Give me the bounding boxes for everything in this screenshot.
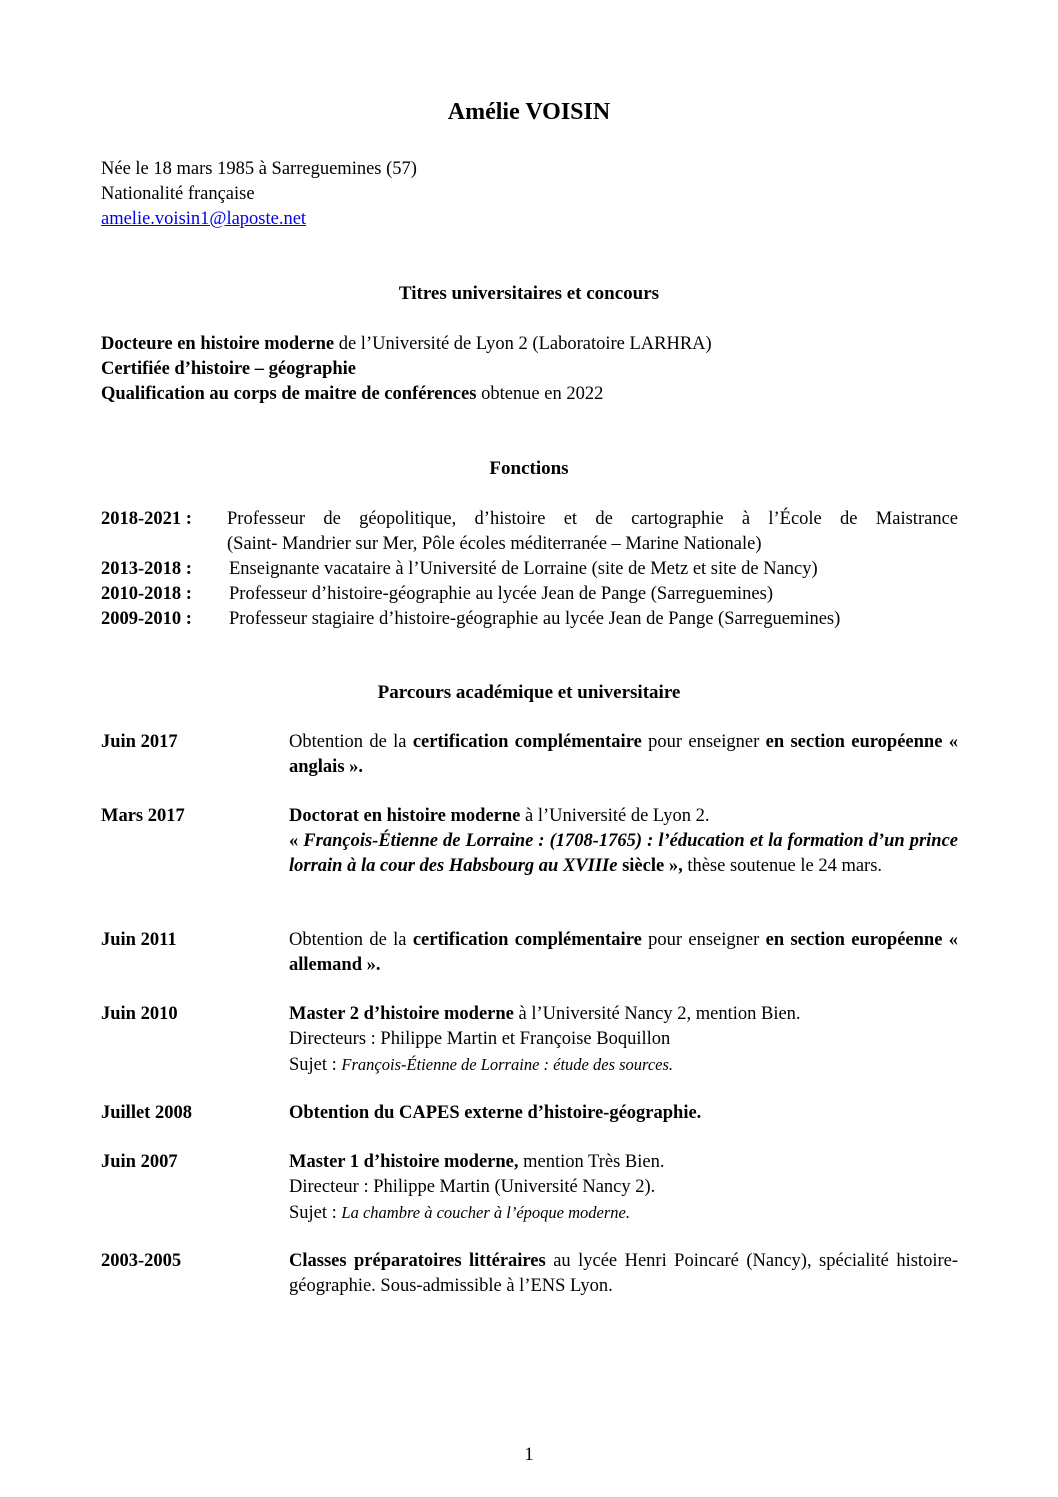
parcours-date: 2003-2005 <box>101 1251 182 1271</box>
fonction-text: Enseignante vacataire à l’Université de Lorraine (site de Metz et site de Nancy) <box>229 559 818 579</box>
titre-item <box>101 332 712 357</box>
parcours-entry <box>289 1150 958 1226</box>
entry-line <box>289 804 958 829</box>
parcours-date: Mars 2017 <box>101 806 185 826</box>
entry-text: à l’Université Nancy 2, mention Bien. <box>513 1004 801 1024</box>
entry-bold: Doctorat en histoire moderne <box>289 806 521 826</box>
entry-line <box>289 1150 958 1175</box>
parcours-date: Juin 2007 <box>101 1152 178 1172</box>
subject-label: Sujet : <box>289 1055 342 1075</box>
titre-bold: Qualification au corps de maitre de conférences <box>101 384 477 404</box>
fonction-date: 2010-2018 : <box>101 584 192 604</box>
parcours-date: Juin 2010 <box>101 1004 178 1024</box>
fonction-date: 2013-2018 : <box>101 559 192 579</box>
birth-info: Née le 18 mars 1985 à Sarreguemines (57) <box>101 159 417 179</box>
fonction-text: Professeur stagiaire d’histoire-géographie au lycée Jean de Pange (Sarreguemines) <box>229 609 841 629</box>
entry-text: pour enseigner <box>641 930 766 950</box>
section-heading-parcours: Parcours académique et universitaire <box>377 682 681 703</box>
parcours-entry <box>289 928 958 978</box>
subject-text: François-Étienne de Lorraine : étude des sources. <box>341 1055 674 1074</box>
fonction-date: 2009-2010 : <box>101 609 192 629</box>
titre-rest: de l’Université de Lyon 2 (Laboratoire LARHRA) <box>334 334 712 354</box>
page-number: 1 <box>524 1445 534 1465</box>
entry-line <box>289 1002 958 1027</box>
entry-bold: Obtention du CAPES externe d’histoire-géographie. <box>289 1103 702 1123</box>
section-heading-titres: Titres universitaires et concours <box>398 283 660 304</box>
thesis-italic: François-Étienne de Lorraine : (1708-1765) : l’éducation et la formation d’un prince lorrain à la cour des Habsbourg au XVIIIe <box>289 831 958 876</box>
parcours-date: Juin 2011 <box>101 930 177 950</box>
entry-text: thèse soutenue le 24 mars. <box>682 856 883 876</box>
entry-text: Obtention de la <box>289 732 413 752</box>
entry-line: Directeurs : Philippe Martin et Françoise Boquillon <box>289 1029 671 1049</box>
entry-text: mention Très Bien. <box>518 1152 665 1172</box>
entry-bold: en section européenne « anglais ». <box>289 732 958 777</box>
parcours-date: Juin 2017 <box>101 732 178 752</box>
parcours-date: Juillet 2008 <box>101 1103 192 1123</box>
fonction-line: (Saint- Mandrier sur Mer, Pôle écoles méditerranée – Marine Nationale) <box>227 534 762 554</box>
entry-bold: Master 2 d’histoire moderne <box>289 1004 514 1024</box>
quote-mark: « <box>289 831 304 851</box>
entry-text: à l’Université de Lyon 2. <box>520 806 710 826</box>
entry-subject <box>289 1052 958 1078</box>
entry-text: pour enseigner <box>641 732 766 752</box>
parcours-entry <box>289 1101 958 1126</box>
fonction-line: Professeur de géopolitique, d’histoire et de cartographie à l’École de Maistrance <box>227 509 958 529</box>
subject-text: La chambre à coucher à l’époque moderne. <box>341 1203 630 1222</box>
fonction-date: 2018-2021 : <box>101 509 192 529</box>
page-title: Amélie VOISIN <box>447 99 611 125</box>
email-link[interactable]: amelie.voisin1@laposte.net <box>101 209 307 229</box>
section-heading-fonctions: Fonctions <box>489 458 569 479</box>
entry-bold: certification complémentaire <box>412 930 642 950</box>
entry-bold: siècle », <box>617 856 683 876</box>
parcours-entry <box>289 730 958 780</box>
titre-item <box>101 382 603 407</box>
entry-text: au lycée Henri Poincaré (Nancy), spécialité histoire-géographie. Sous-admissible à l’ENS Lyon. <box>289 1251 958 1296</box>
entry-bold: certification complémentaire <box>412 732 642 752</box>
fonction-text: Professeur d’histoire-géographie au lycée Jean de Pange (Sarreguemines) <box>229 584 773 604</box>
parcours-entry <box>289 1002 958 1078</box>
entry-text: Obtention de la <box>289 930 413 950</box>
entry-line: Directeur : Philippe Martin (Université Nancy 2). <box>289 1177 656 1197</box>
nationality: Nationalité française <box>101 184 255 204</box>
entry-bold: en section européenne « allemand ». <box>289 930 958 975</box>
titre-bold: Certifiée d’histoire – géographie <box>101 359 356 379</box>
titre-item <box>101 357 356 382</box>
thesis-title <box>289 829 958 879</box>
entry-bold: Classes préparatoires littéraires <box>289 1251 546 1271</box>
titre-rest: obtenue en 2022 <box>476 384 604 404</box>
parcours-entry <box>289 804 958 879</box>
fonction-text <box>227 507 958 557</box>
subject-label: Sujet : <box>289 1203 342 1223</box>
parcours-entry <box>289 1249 958 1299</box>
entry-bold: Master 1 d’histoire moderne, <box>289 1152 519 1172</box>
titre-bold: Docteure en histoire moderne <box>101 334 335 354</box>
entry-subject <box>289 1200 958 1226</box>
